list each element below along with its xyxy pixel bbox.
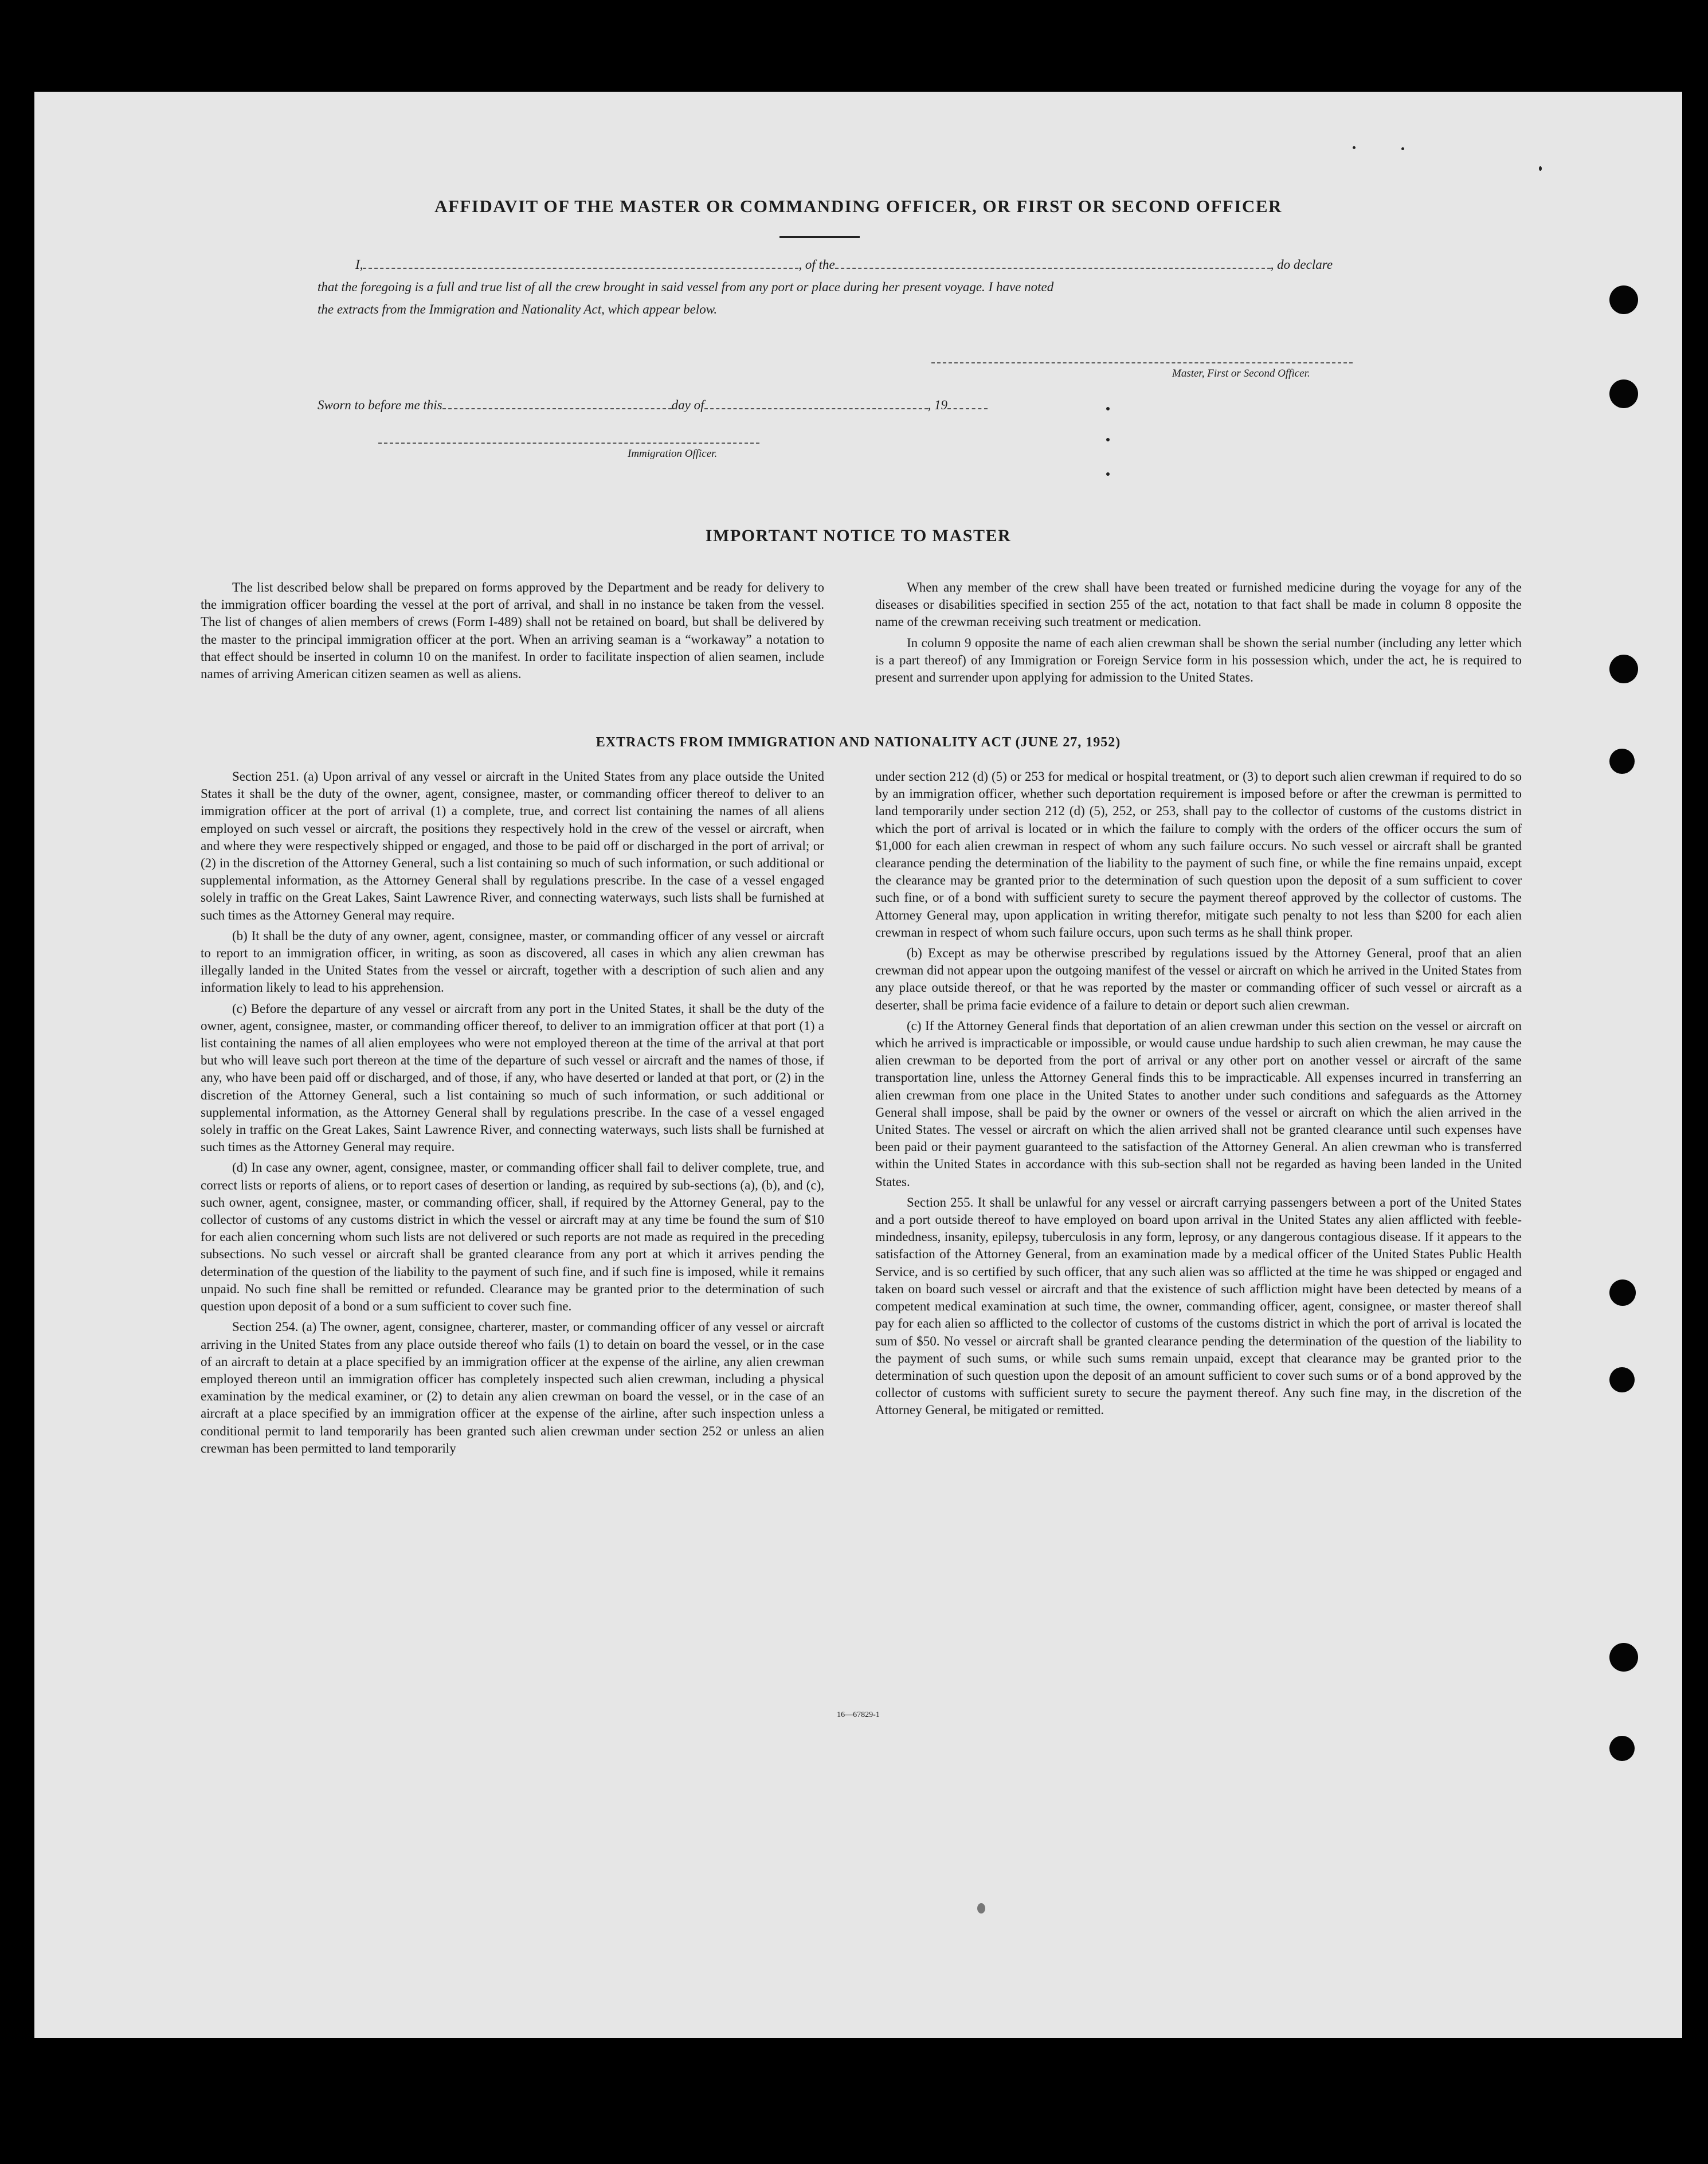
affidavit-of-the-label: , of the — [798, 257, 835, 272]
section-251-d: (d) In case any owner, agent, consignee, master, or commanding officer shall fail to deliver complete, true, and correct lists or reports of aliens, or to report cases of desertion or landing, as required by sub-sections (a), (b), and (c), such owner, agent, consignee, master, or commanding officer, shall, if required by the Attorney General, pay to the collector of customs of any customs district in which the vessel or aircraft may at any time be found the sum of $10 for each alien concerning whom such lists are not delivered or such reports are not made as required in the preceding subsections. No such vessel or aircraft shall be granted clearance from any port at which it arrives pending the determination of the question of the liability to the payment of such fine, and if such fine is imposed, while it remains unpaid. No such fine shall be remitted or refunded. Clearance may be granted prior to the determination of such question upon deposit of a bond or a sum sufficient to cover such fine. — [201, 1160, 824, 1314]
scan-speck — [1106, 438, 1110, 441]
affidavit-i-label: I, — [355, 257, 363, 272]
scan-speck — [1401, 147, 1404, 150]
notice-right-paragraph-2: In column 9 opposite the name of each alien crewman shall be shown the serial number (including any letter which is a part thereof) of any Immigration or Foreign Service form in his possession which, under the act, he is required to present and surrender upon applying for admission to the United States. — [875, 635, 1522, 685]
master-signature-caption: Master, First or Second Officer. — [1172, 367, 1310, 379]
section-254-c: (c) If the Attorney General finds that deportation of an alien crewman under this section on the vessel or aircraft on which he arrived is impracticable or impossible, or would cause undue hardship to such alien crewman, he may cause the alien crewman to be deported from the port of arrival or any other port on another vessel or aircraft of the same transportation line, unless the Attorney General finds this to be impracticable. All expenses incurred in transferring an alien crewman from one place in the United States to another under such conditions and safeguards as the Attorney General shall impose, shall be paid by the owner or owners of the vessel or aircraft on which the alien arrived in the United States. The vessel or aircraft on which the alien arrived shall not be granted clearance until such expenses have been paid or their payment guaranteed to the satisfaction of the Attorney General. An alien crewman who is transferred within the United States in accordance with this sub-section shall not be regarded as having been landed in the United States. — [875, 1018, 1522, 1189]
scan-speck — [1353, 146, 1356, 149]
day-of-label: day of — [671, 398, 704, 412]
year-prefix-label: , 19 — [927, 398, 947, 412]
document-page — [34, 92, 1682, 2038]
affidavit-line-1 — [355, 254, 1333, 276]
notice-title: IMPORTANT NOTICE TO MASTER — [705, 526, 1012, 545]
affidavit-line-3: the extracts from the Immigration and Nationality Act, which appear below. — [318, 302, 718, 316]
scan-speck — [1539, 166, 1542, 171]
section-251-b: (b) It shall be the duty of any owner, agent, consignee, master, or commanding officer of any vessel or aircraft to report to an immigration officer, in writing, as soon as discovered, all cases in which any alien crewman has illegally landed in the United States from the vessel or aircraft, together with a description of such alien and any information likely to lead to his apprehension. — [201, 928, 824, 995]
punch-hole — [1609, 1367, 1635, 1392]
master-signature-line — [931, 362, 1353, 363]
affidavit-line-2: that the foregoing is a full and true list of all the crew brought in said vessel from any port or place during her present voyage. I have noted — [318, 280, 1054, 294]
section-251-c: (c) Before the departure of any vessel or aircraft from any port in the United States, it shall be the duty of the owner, agent, consignee, master, or commanding officer thereof, to deliver to an immigration officer at that port (1) a list containing the names of all alien employees who were not employed thereon at the time of the arrival at that port but who will leave such port thereon at the time of the departure of such vessel or aircraft and the names of those, if any, who have been paid off or discharged, and of those, if any, who have deserted or landed at that port, or (2) in the discretion of the Attorney General, such a list containing so much of such information, or such additional or supplemental information, as the Attorney General shall by regulations prescribe. In the case of a vessel engaged solely in traffic on the Great Lakes, Saint Lawrence River, and connecting waterways, such lists shall be furnished at such times as the Attorney General may require. — [201, 1001, 824, 1155]
scan-speck — [1106, 472, 1110, 476]
punch-hole — [1609, 1643, 1638, 1672]
scan-speck — [977, 1903, 985, 1913]
notice-left-column — [201, 579, 824, 686]
officer-signature-caption: Immigration Officer. — [628, 448, 718, 460]
affidavit-title: AFFIDAVIT OF THE MASTER OR COMMANDING OFFICER, OR FIRST OR SECOND OFFICER — [434, 196, 1282, 216]
title-rule — [779, 236, 860, 238]
punch-hole — [1609, 655, 1638, 683]
vessel-blank — [835, 257, 1271, 269]
day-blank — [442, 398, 672, 409]
punch-hole — [1609, 1736, 1635, 1761]
name-blank — [363, 257, 798, 269]
extracts-left-column — [201, 768, 824, 1461]
section-251-a: Section 251. (a) Upon arrival of any vessel or aircraft in the United States from any place outside the United States it shall be the duty of the owner, agent, consignee, master, or commanding officer thereof to deliver to an immigration officer at the port of arrival (1) a complete, true, and correct list containing the names of all aliens employed on such vessel or aircraft, the positions they respectively hold in the crew of the vessel or aircraft, when and where they were respectively shipped or engaged, and those to be paid off or discharged in the port of arrival; or (2) in the discretion of the Attorney General, such a list containing so much of such information, or such additional or supplemental information, as the Attorney General shall by regulations prescribe. In the case of a vessel engaged solely in traffic on the Great Lakes, Saint Lawrence River, and connecting waterways, such lists shall be furnished at such times as the Attorney General may require. — [201, 769, 824, 922]
notice-right-column — [875, 579, 1522, 690]
punch-hole — [1609, 749, 1635, 774]
section-255: Section 255. It shall be unlawful for any vessel or aircraft carrying passengers between a port of the United States and a port outside thereof to have employed on board upon arrival in the United States any alien afflicted with feeble-mindedness, insanity, epilepsy, tuberculosis in any form, leprosy, or any dangerous contagious disease. If it appears to the satisfaction of the Attorney General, from an examination made by a medical officer of the United States Public Health Service, and is so certified by such officer, that any such alien was so afflicted at the time he was shipped or engaged and taken on board such vessel or aircraft and that the existence of such affliction might have been detected by means of a competent medical examination at such time, the owner, commanding officer, agent, consignee, or master thereof shall pay for each alien so afflicted to the collector of customs of the customs district in which the port of arrival is located the sum of $50. No vessel or aircraft shall be granted clearance pending the determination of the question of the liability to the payment of such sums, or while such sums remain unpaid, except that clearance may be granted prior to the determination of such question upon the deposit of an amount sufficient to cover such sums or of a bond approved by the collector of customs with sufficient surety to secure the payment thereof. Any such fine may, in the discretion of the Attorney General, be mitigated or remitted. — [875, 1195, 1522, 1418]
sworn-label: Sworn to before me this — [318, 398, 442, 412]
extracts-title: EXTRACTS FROM IMMIGRATION AND NATIONALITY ACT (JUNE 27, 1952) — [596, 735, 1121, 750]
month-blank — [704, 398, 928, 409]
year-blank — [947, 398, 988, 409]
punch-hole — [1609, 379, 1638, 408]
punch-hole — [1609, 1279, 1636, 1306]
officer-signature-line — [378, 443, 759, 444]
notice-left-paragraph: The list described below shall be prepared on forms approved by the Department and be ready for delivery to the immigration officer boarding the vessel at the port of arrival, and shall in no instance be taken from the vessel. The list of changes of alien members of crews (Form I-489) shall not be retained on board, but shall be delivered by the master to the principal immigration officer at the port. When an arriving seaman is a “workaway” a notation to that effect should be inserted in column 10 on the manifest. In order to facilitate inspection of alien seamen, include names of arriving American citizen seamen as well as aliens. — [201, 580, 824, 682]
scan-speck — [1106, 407, 1110, 410]
extracts-right-column — [875, 768, 1522, 1423]
section-254-b: (b) Except as may be otherwise prescribed by regulations issued by the Attorney General, proof that an alien crewman did not appear upon the outgoing manifest of the vessel or aircraft on which he arrived in the United States from any place outside thereof, or that he was reported by the master or commanding officer of such vessel or aircraft as a deserter, shall be prima facie evidence of a failure to detain or deport such alien crewman. — [875, 946, 1522, 1012]
punch-hole — [1609, 285, 1638, 314]
form-code: 16—67829-1 — [837, 1711, 880, 1719]
section-254-a-continued: under section 212 (d) (5) or 253 for medical or hospital treatment, or (3) to deport such alien crewman if required to do so by an immigration officer, whether such deportation requirement is imposed before or after the crewman is permitted to land temporarily under section 212 (d) (5), 252, or 253, shall pay to the collector of customs of the customs district in which the port of arrival is located or in which the failure to comply with the orders of the officer occurs the sum of $1,000 for each alien crewman in respect of whom any such failure occurs. No such vessel or aircraft shall be granted clearance pending the determination of the liability to the payment of such fine, or while the fine remains unpaid, except the clearance may be granted prior to the determination of such question upon the deposit of a sum sufficient to cover such fine, or of a bond with sufficient surety to secure the payment thereof approved by the collector of customs. The Attorney General may, upon application in writing therefor, mitigate such penalty to not less than $200 for each alien crewman in respect of whom such failure occurs, upon such terms as he shall think proper. — [875, 769, 1522, 940]
notice-right-paragraph-1: When any member of the crew shall have been treated or furnished medicine during the voyage for any of the diseases or disabilities specified in section 255 of the act, notation to that fact shall be made in column 8 opposite the name of the crewman receiving such treatment or medication. — [875, 580, 1522, 629]
affidavit-declare-label: , do declare — [1270, 257, 1333, 272]
section-254-a: Section 254. (a) The owner, agent, consignee, charterer, master, or commanding officer of any vessel or aircraft arriving in the United States from any place outside thereof who fails (1) to detain on board the vessel, or in the case of an aircraft to detain at a place specified by an immigration officer at the expense of the airline, any alien crewman employed thereon until an immigration officer has completely inspected such alien crewman, including a physical examination by the medical examiner, or (2) to detain any alien crewman on board the vessel, or in the case of an aircraft at a place specified by an immigration officer at the expense of the airline, after such inspection unless a conditional permit to land temporarily has been granted such alien crewman under section 252 or unless an alien crewman has been permitted to land temporarily — [201, 1320, 824, 1455]
sworn-line — [318, 394, 988, 416]
